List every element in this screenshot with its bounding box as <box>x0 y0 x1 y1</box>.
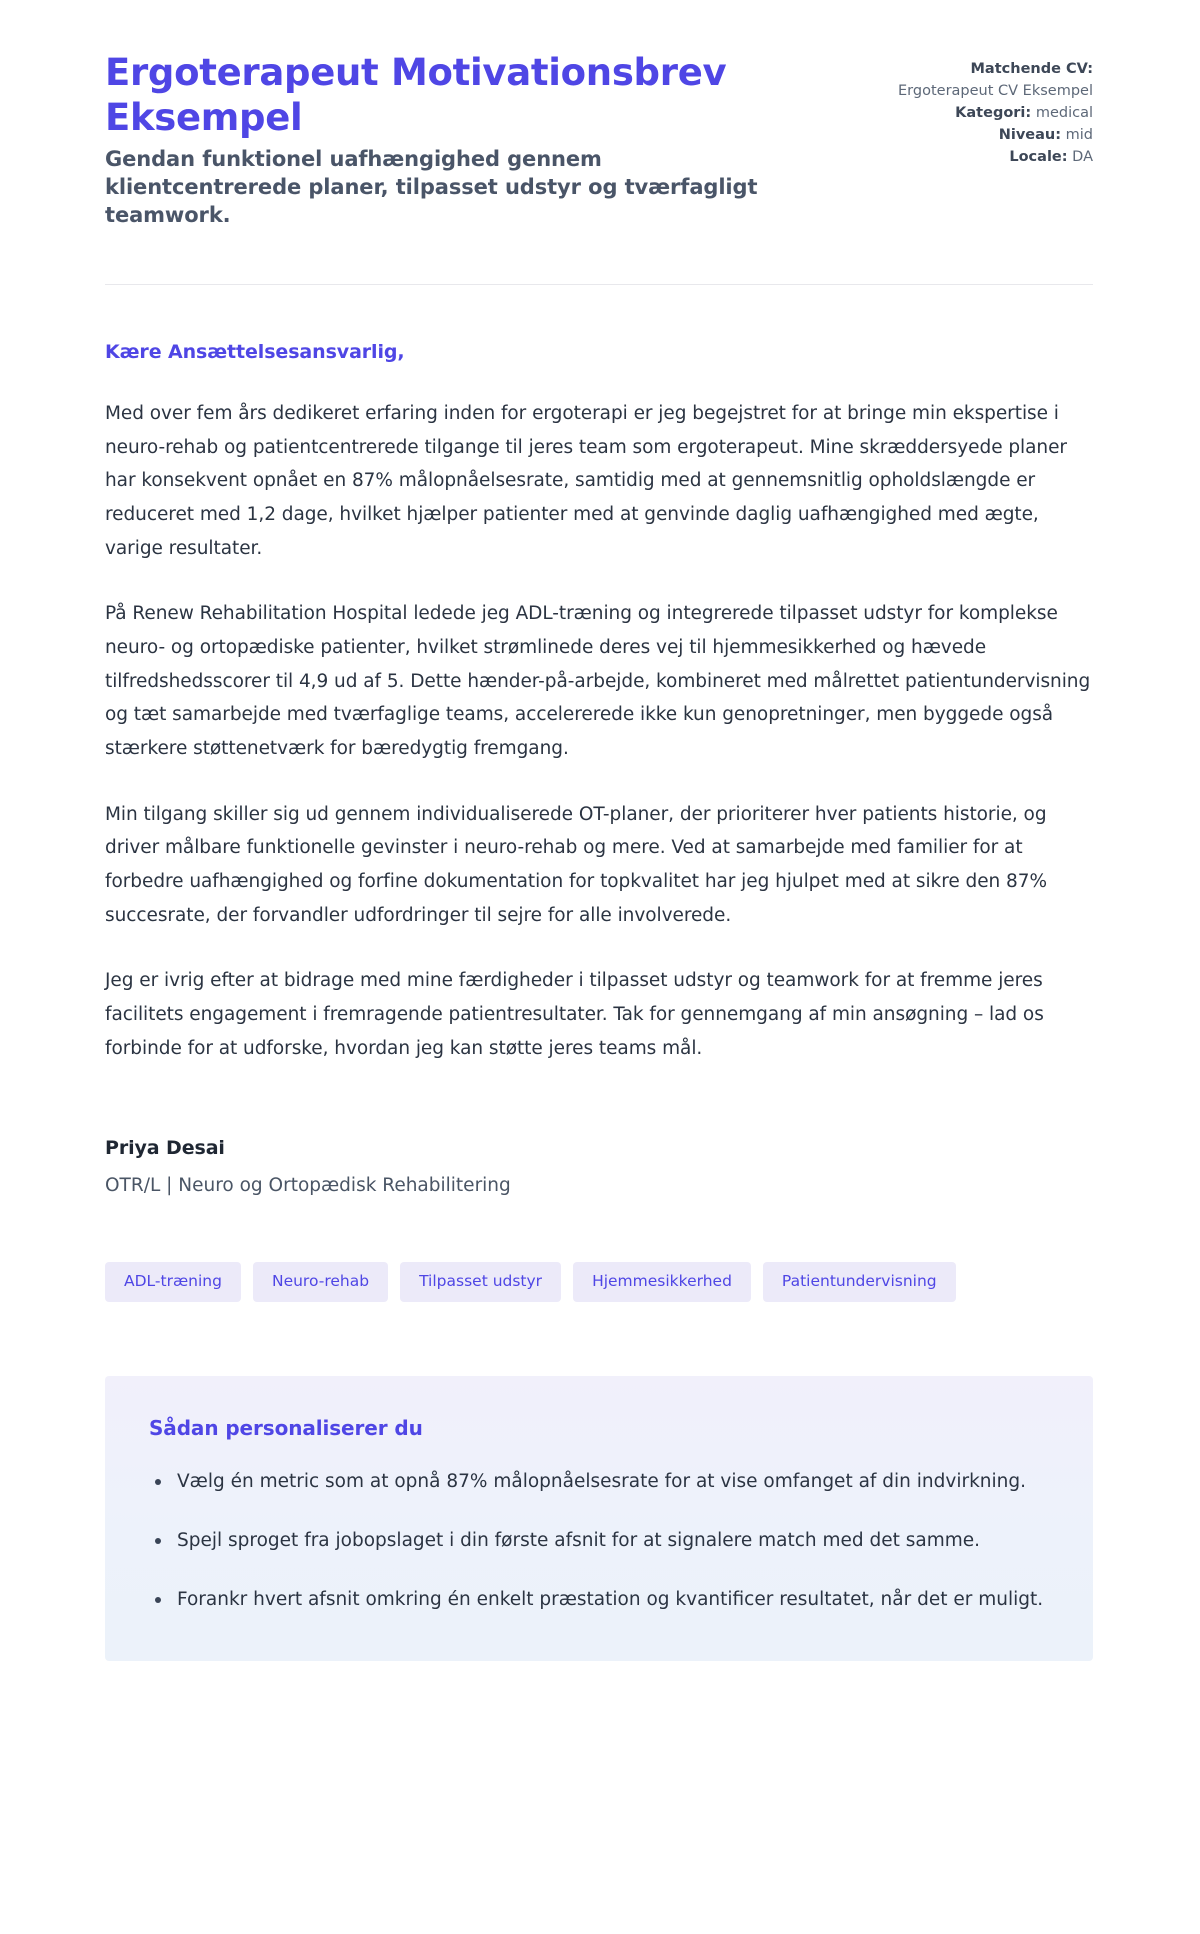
header-divider <box>105 284 1093 285</box>
meta-level <box>888 124 1093 146</box>
meta-category-label: Kategori: <box>955 105 1032 122</box>
skill-tag[interactable]: Hjemmesikkerhed <box>573 1262 751 1302</box>
skill-tag[interactable]: Patientundervisning <box>763 1262 956 1302</box>
meta-level-label: Niveau: <box>998 127 1062 144</box>
callout-tip-list <box>149 1466 1049 1617</box>
callout-tip-item: Vælg én metric som at opnå 87% målopnåelsesrate for at vise omfanget af din indvirkning. <box>149 1466 1049 1499</box>
header-title-block <box>105 50 795 230</box>
meta-level-value: mid <box>1065 127 1093 144</box>
meta-matching-cv-value: Ergoterapeut CV Eksempel <box>898 83 1093 100</box>
signature-name: Priya Desai <box>105 1137 225 1160</box>
meta-matching-cv-label: Matchende CV: <box>970 61 1093 77</box>
callout-tip-item: Spejl sproget fra jobopslaget i din første afsnit for at signalere match med det samme. <box>149 1525 1049 1558</box>
meta-category <box>888 102 1093 124</box>
document-header <box>0 0 1200 230</box>
callout-tip-item: Forankr hvert afsnit omkring én enkelt præstation og kvantificer resultatet, når det er muligt. <box>149 1584 1049 1617</box>
header-metadata-panel <box>888 50 1093 168</box>
letter-paragraph: Min tilgang skiller sig ud gennem individualiserede OT-planer, der prioriterer hver patients historie, og driver målbare funktionelle gevinster i neuro-rehab og mere. Ved at samarbejde med familier for at forbedre uafhængighed og forfine dokumentation for topkvalitet har jeg hjulpet med at sikre den 87% succesrate, der forvandler udfordringer til sejre for alle involverede. <box>105 803 1048 926</box>
letter-paragraph: Jeg er ivrig efter at bidrage med mine færdigheder i tilpasset udstyr og teamwork for at fremme jeres facilitets engagement i fremragende patientresultater. Tak for gennemgang af min ansøgning – lad os forbinde for at udforske, hvordan jeg kan støtte jeres teams mål. <box>105 970 1044 1059</box>
signature-role: OTR/L | Neuro og Ortopædisk Rehabilitering <box>105 1175 511 1197</box>
signature-block <box>105 1137 1093 1196</box>
meta-locale-label: Locale: <box>1009 149 1068 166</box>
page-bottom-spacer <box>0 1661 1200 1781</box>
skill-tag[interactable]: Neuro-rehab <box>253 1262 388 1302</box>
meta-locale <box>888 146 1093 168</box>
skill-tag[interactable]: Tilpasset udstyr <box>400 1262 561 1302</box>
letter-paragraph: På Renew Rehabilitation Hospital ledede jeg ADL-træning og integrerede tilpasset udstyr for komplekse neuro- og ortopædiske patienter, hvilket strømlinede deres vej til hjemmesikkerhed og hævede tilfredshedsscorer til 4,9 ud af 5. Dette hænder-på-arbejde, kombineret med målrettet patientundervisning og tæt samarbejde med tværfaglige teams, accelererede ikke kun genopretninger, men byggede også stærkere støttenetværk for bæredygtig fremgang. <box>105 603 1091 759</box>
skill-tag-list <box>105 1262 1093 1302</box>
page-subtitle: Gendan funktionel uafhængighed gennem klientcentrerede planer, tilpasset udstyr og tværfagligt teamwork. <box>105 147 758 228</box>
meta-locale-value: DA <box>1072 149 1093 166</box>
callout-title: Sådan personaliserer du <box>149 1416 423 1441</box>
letter-paragraph: Med over fem års dedikeret erfaring inden for ergoterapi er jeg begejstret for at bringe min ekspertise i neuro-rehab og patientcentrerede tilgange til jeres team som ergoterapeut. Mine skræddersyede planer har konsekvent opnået en 87% målopnåelsesrate, samtidig med at gennemsnitlig opholdslængde er reduceret med 1,2 dage, hvilket hjælper patienter med at genvinde daglig uafhængighed med ægte, varige resultater. <box>105 403 1067 559</box>
letter-body <box>0 341 1200 1302</box>
page-title: Ergoterapeut Motivationsbrev Eksempel <box>105 51 727 140</box>
meta-category-value: medical <box>1035 105 1093 122</box>
letter-greeting: Kære Ansættelsesansvarlig, <box>105 341 405 364</box>
personalization-callout <box>105 1376 1093 1661</box>
skill-tag[interactable]: ADL-træning <box>105 1262 241 1302</box>
meta-matching-cv <box>888 58 1093 102</box>
